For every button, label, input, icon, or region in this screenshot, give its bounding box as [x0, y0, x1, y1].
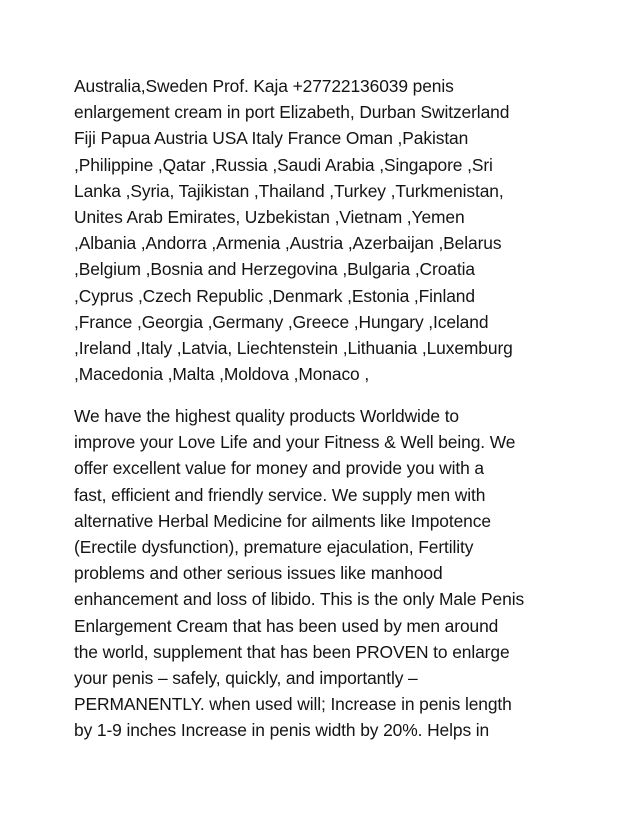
text-line: ,France ,Georgia ,Germany ,Greece ,Hungary ,Iceland: [74, 311, 489, 332]
text-line: PERMANENTLY. when used will; Increase in penis length: [74, 694, 512, 715]
text-line: your penis – safely, quickly, and importantly –: [74, 667, 418, 688]
text-line: ,Philippine ,Qatar ,Russia ,Saudi Arabia ,Singapore ,Sri: [74, 154, 493, 175]
text-line: alternative Herbal Medicine for ailments like Impotence: [74, 510, 491, 531]
text-line: Lanka ,Syria, Tajikistan ,Thailand ,Turkey ,Turkmenistan,: [74, 180, 504, 201]
paragraph-products: [74, 403, 574, 743]
text-line: by 1-9 inches Increase in penis width by 20%. Helps in: [74, 720, 490, 741]
text-line: ,Ireland ,Italy ,Latvia, Liechtenstein ,Lithuania ,Luxemburg: [74, 337, 513, 358]
text-line: Unites Arab Emirates, Uzbekistan ,Vietnam ,Yemen: [74, 206, 465, 227]
text-line: offer excellent value for money and provide you with a: [74, 458, 484, 479]
text-line: ,Belgium ,Bosnia and Herzegovina ,Bulgaria ,Croatia: [74, 259, 475, 280]
text-line: enlargement cream in port Elizabeth, Durban Switzerland: [74, 102, 510, 123]
text-line: the world, supplement that has been PROVEN to enlarge: [74, 641, 510, 662]
text-line: Australia,Sweden Prof. Kaja +27722136039 penis: [74, 76, 454, 96]
text-line: fast, efficient and friendly service. We supply men with: [74, 484, 486, 505]
text-line: We have the highest quality products Worldwide to: [74, 406, 459, 426]
text-line: problems and other serious issues like manhood: [74, 563, 443, 584]
text-line: ,Albania ,Andorra ,Armenia ,Austria ,Azerbaijan ,Belarus: [74, 233, 502, 254]
text-line: improve your Love Life and your Fitness & Well being. We: [74, 432, 516, 453]
paragraph-countries: [74, 73, 574, 387]
text-line: ,Cyprus ,Czech Republic ,Denmark ,Estonia ,Finland: [74, 285, 475, 306]
text-line: Fiji Papua Austria USA Italy France Oman ,Pakistan: [74, 128, 469, 149]
text-line: ,Macedonia ,Malta ,Moldova ,Monaco ,: [74, 364, 370, 385]
text-line: (Erectile dysfunction), premature ejaculation, Fertility: [74, 536, 474, 557]
text-line: Enlargement Cream that has been used by men around: [74, 615, 499, 636]
text-line: enhancement and loss of libido. This is the only Male Penis: [74, 589, 525, 610]
